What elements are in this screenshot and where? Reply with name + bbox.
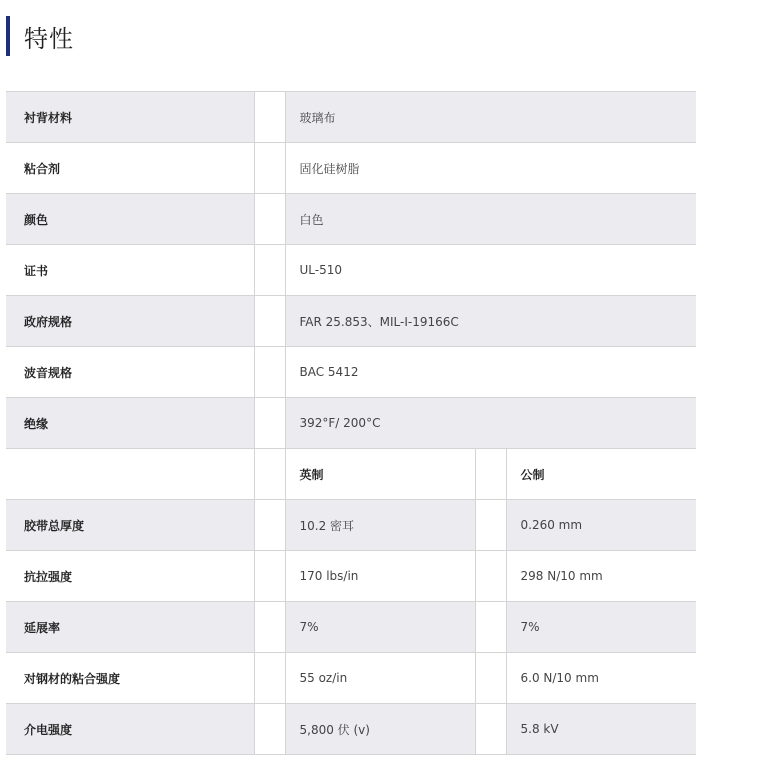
property-value: 固化硅树脂 xyxy=(285,143,696,194)
table-row xyxy=(6,296,696,347)
imperial-header: 英制 xyxy=(285,449,475,500)
cell-spacer xyxy=(475,500,506,551)
cell-spacer xyxy=(475,449,506,500)
property-label: 证书 xyxy=(6,245,254,296)
table-row xyxy=(6,194,696,245)
property-label: 对钢材的粘合强度 xyxy=(6,653,254,704)
cell-spacer xyxy=(254,602,285,653)
metric-value: 7% xyxy=(506,602,696,653)
table-row xyxy=(6,653,696,704)
metric-value: 0.260 mm xyxy=(506,500,696,551)
property-label: 介电强度 xyxy=(6,704,254,755)
table-row xyxy=(6,347,696,398)
property-value: 玻璃布 xyxy=(285,92,696,143)
cell-spacer xyxy=(254,245,285,296)
metric-value: 5.8 kV xyxy=(506,704,696,755)
cell-spacer xyxy=(254,500,285,551)
property-value: UL-510 xyxy=(285,245,696,296)
cell-spacer xyxy=(254,551,285,602)
table-row xyxy=(6,245,696,296)
property-label: 抗拉强度 xyxy=(6,551,254,602)
property-label: 政府规格 xyxy=(6,296,254,347)
cell-spacer xyxy=(475,602,506,653)
table-row xyxy=(6,602,696,653)
property-label: 衬背材料 xyxy=(6,92,254,143)
cell-spacer xyxy=(475,653,506,704)
cell-spacer xyxy=(254,398,285,449)
cell-spacer xyxy=(254,194,285,245)
property-label: 胶带总厚度 xyxy=(6,500,254,551)
heading-accent-bar xyxy=(6,16,10,56)
metric-header: 公制 xyxy=(506,449,696,500)
empty-header-cell xyxy=(6,449,254,500)
section-heading xyxy=(6,16,74,56)
cell-spacer xyxy=(254,653,285,704)
imperial-value: 7% xyxy=(285,602,475,653)
imperial-value: 5,800 伏 (v) xyxy=(285,704,475,755)
property-label: 绝缘 xyxy=(6,398,254,449)
property-label: 延展率 xyxy=(6,602,254,653)
unit-header-row xyxy=(6,449,696,500)
property-label: 颜色 xyxy=(6,194,254,245)
table-row xyxy=(6,551,696,602)
cell-spacer xyxy=(254,704,285,755)
metric-value: 6.0 N/10 mm xyxy=(506,653,696,704)
imperial-value: 170 lbs/in xyxy=(285,551,475,602)
property-value: FAR 25.853、MIL-I-19166C xyxy=(285,296,696,347)
table-row xyxy=(6,92,696,143)
cell-spacer xyxy=(254,347,285,398)
property-label: 波音规格 xyxy=(6,347,254,398)
cell-spacer xyxy=(254,296,285,347)
property-label: 粘合剂 xyxy=(6,143,254,194)
table-row xyxy=(6,398,696,449)
properties-table xyxy=(6,91,696,755)
table-row xyxy=(6,500,696,551)
cell-spacer xyxy=(254,143,285,194)
metric-value: 298 N/10 mm xyxy=(506,551,696,602)
cell-spacer xyxy=(254,449,285,500)
property-value: 白色 xyxy=(285,194,696,245)
cell-spacer xyxy=(254,92,285,143)
imperial-value: 55 oz/in xyxy=(285,653,475,704)
imperial-value: 10.2 密耳 xyxy=(285,500,475,551)
table-row xyxy=(6,704,696,755)
table-row xyxy=(6,143,696,194)
cell-spacer xyxy=(475,551,506,602)
page-title: 特性 xyxy=(24,24,74,53)
property-value: 392°F/ 200°C xyxy=(285,398,696,449)
cell-spacer xyxy=(475,704,506,755)
property-value: BAC 5412 xyxy=(285,347,696,398)
